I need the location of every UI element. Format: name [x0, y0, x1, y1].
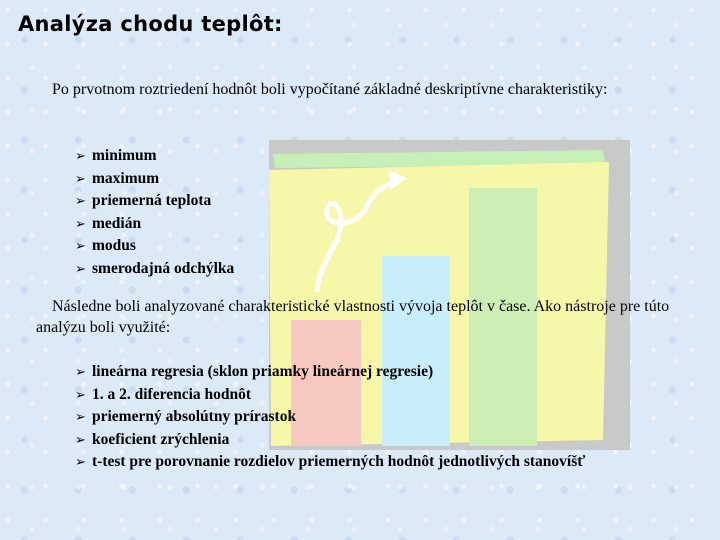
list-item-text: modus [92, 237, 136, 255]
list-item [75, 451, 585, 474]
arrow-bullet-icon: ➢ [75, 239, 86, 255]
list-item-text: t-test pre porovnanie rozdielov priemerných hodnôt jednotlivých stanovíšť [92, 453, 586, 471]
arrow-bullet-icon: ➢ [75, 410, 86, 426]
arrow-bullet-icon: ➢ [75, 171, 86, 187]
arrow-bullet-icon: ➢ [75, 149, 86, 164]
intro-paragraph: Po prvotnom roztriedení hodnôt boli vypočítané základné deskriptívne charakteristiky: [52, 81, 608, 98]
list-item-text: lineárna regresia (sklon priamky lineárnej regresie) [92, 363, 434, 380]
list-item [75, 384, 585, 407]
arrow-bullet-icon: ➢ [75, 432, 86, 448]
list-item [75, 258, 234, 281]
list-item-text: priemerný absolútny prírastok [92, 408, 297, 426]
list-item-text: medián [92, 214, 142, 232]
list-item-text: smerodajná odchýlka [92, 259, 235, 277]
slide-title: Analýza chodu teplôt: [18, 12, 283, 36]
list-item [75, 190, 234, 213]
list-item [75, 168, 234, 191]
list-item-text: minimum [92, 147, 157, 164]
list-item-text: priemerná teplota [92, 192, 212, 210]
arrow-bullet-icon: ➢ [75, 455, 86, 471]
arrow-bullet-icon: ➢ [75, 365, 86, 380]
stats-list [75, 145, 234, 281]
list-item-text: koeficient zrýchlenia [92, 430, 230, 448]
list-item [75, 429, 585, 452]
list-item [75, 406, 585, 429]
arrow-bullet-icon: ➢ [75, 194, 86, 210]
list-item [75, 145, 234, 168]
list-item [75, 361, 585, 384]
list-item-text: maximum [92, 169, 160, 187]
list-item [75, 235, 234, 258]
tools-list [75, 361, 585, 474]
analysis-paragraph: Následne boli analyzované charakteristické vlastnosti vývoja teplôt v čase. Ako nástroje pre túto analýzu boli využité: [36, 298, 670, 336]
list-item [75, 213, 234, 236]
arrow-bullet-icon: ➢ [75, 216, 86, 232]
arrow-bullet-icon: ➢ [75, 387, 86, 403]
arrow-bullet-icon: ➢ [75, 261, 86, 277]
list-item-text: 1. a 2. diferencia hodnôt [92, 385, 252, 403]
